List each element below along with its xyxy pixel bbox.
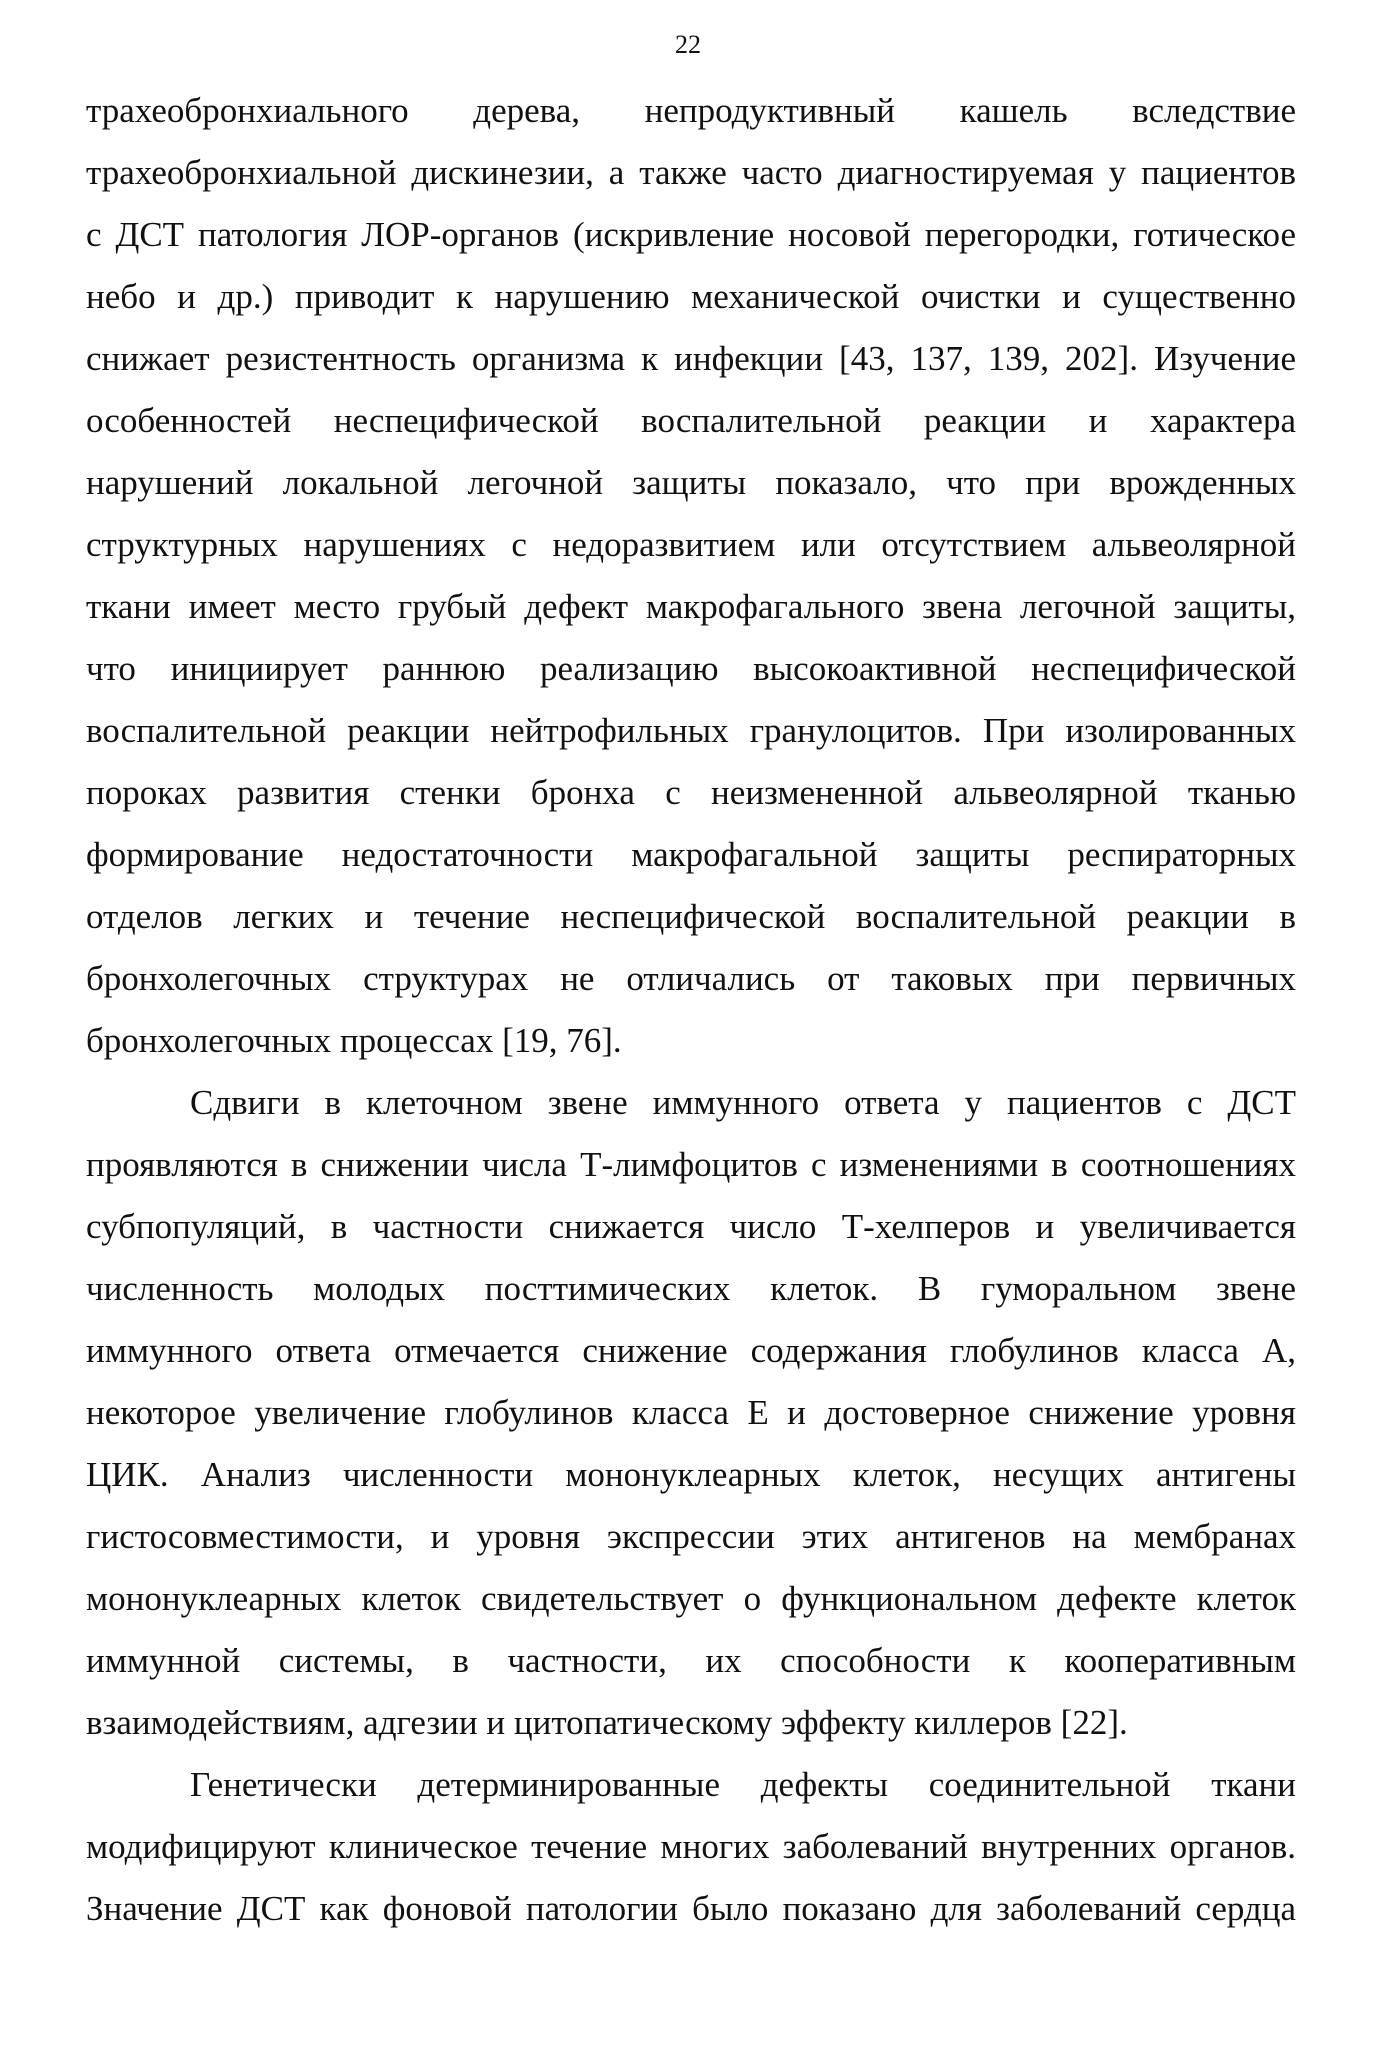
text-line: гистосовместимости, и уровня экспрессии этих антигенов на мембранах: [86, 1517, 1296, 1556]
text-line: нарушений локальной легочной защиты показало, что при врожденных: [86, 463, 1296, 502]
paragraph-3: [86, 1754, 1296, 1940]
text-line: иммунного ответа отмечается снижение содержания глобулинов класса А,: [86, 1331, 1296, 1370]
paragraph-2: [86, 1072, 1296, 1754]
text-line: пороках развития стенки бронха с неизмененной альвеолярной тканью: [86, 773, 1296, 812]
text-line: трахеобронхиального дерева, непродуктивный кашель вследствие: [86, 91, 1296, 130]
text-line: снижает резистентность организма к инфекции [43, 137, 139, 202]. Изучение: [86, 339, 1296, 378]
text-line: ЦИК. Анализ численности мононуклеарных клеток, несущих антигены: [86, 1455, 1296, 1494]
text-line: с ДСТ патология ЛОР-органов (искривление носовой перегородки, готическое: [86, 215, 1296, 254]
text-line: Сдвиги в клеточном звене иммунного ответа у пациентов с ДСТ: [190, 1083, 1296, 1122]
text-line: воспалительной реакции нейтрофильных гранулоцитов. При изолированных: [86, 711, 1296, 750]
text-line: ткани имеет место грубый дефект макрофагального звена легочной защиты,: [86, 587, 1296, 626]
text-line: особенностей неспецифической воспалительной реакции и характера: [86, 401, 1296, 440]
paragraph-1: [86, 80, 1296, 1072]
text-line: бронхолегочных процессах [19, 76].: [86, 1021, 622, 1060]
text-line: проявляются в снижении числа Т-лимфоцитов с изменениями в соотношениях: [86, 1145, 1296, 1184]
text-line: небо и др.) приводит к нарушению механической очистки и существенно: [86, 277, 1296, 316]
text-line: Генетически детерминированные дефекты соединительной ткани: [190, 1765, 1296, 1804]
text-line: численность молодых посттимических клеток. В гуморальном звене: [86, 1269, 1296, 1308]
text-line: Значение ДСТ как фоновой патологии было показано для заболеваний сердца: [86, 1889, 1296, 1928]
text-line: мононуклеарных клеток свидетельствует о функциональном дефекте клеток: [86, 1579, 1296, 1618]
text-line: бронхолегочных структурах не отличались от таковых при первичных: [86, 959, 1296, 998]
text-line: иммунной системы, в частности, их способности к кооперативным: [86, 1641, 1296, 1680]
page-number: 22: [675, 30, 701, 59]
text-line: модифицируют клиническое течение многих заболеваний внутренних органов.: [86, 1827, 1296, 1866]
text-line: структурных нарушениях с недоразвитием или отсутствием альвеолярной: [86, 525, 1296, 564]
text-line: что инициирует раннюю реализацию высокоактивной неспецифической: [86, 649, 1296, 688]
text-line: субпопуляций, в частности снижается число Т-хелперов и увеличивается: [86, 1207, 1296, 1246]
text-line: некоторое увеличение глобулинов класса Е и достоверное снижение уровня: [86, 1393, 1296, 1432]
text-line: взаимодействиям, адгезии и цитопатическому эффекту киллеров [22].: [86, 1703, 1128, 1742]
text-line: отделов легких и течение неспецифической воспалительной реакции в: [86, 897, 1296, 936]
body-text: [86, 80, 1296, 1940]
text-line: трахеобронхиальной дискинезии, а также часто диагностируемая у пациентов: [86, 153, 1296, 192]
text-line: формирование недостаточности макрофагальной защиты респираторных: [86, 835, 1296, 874]
